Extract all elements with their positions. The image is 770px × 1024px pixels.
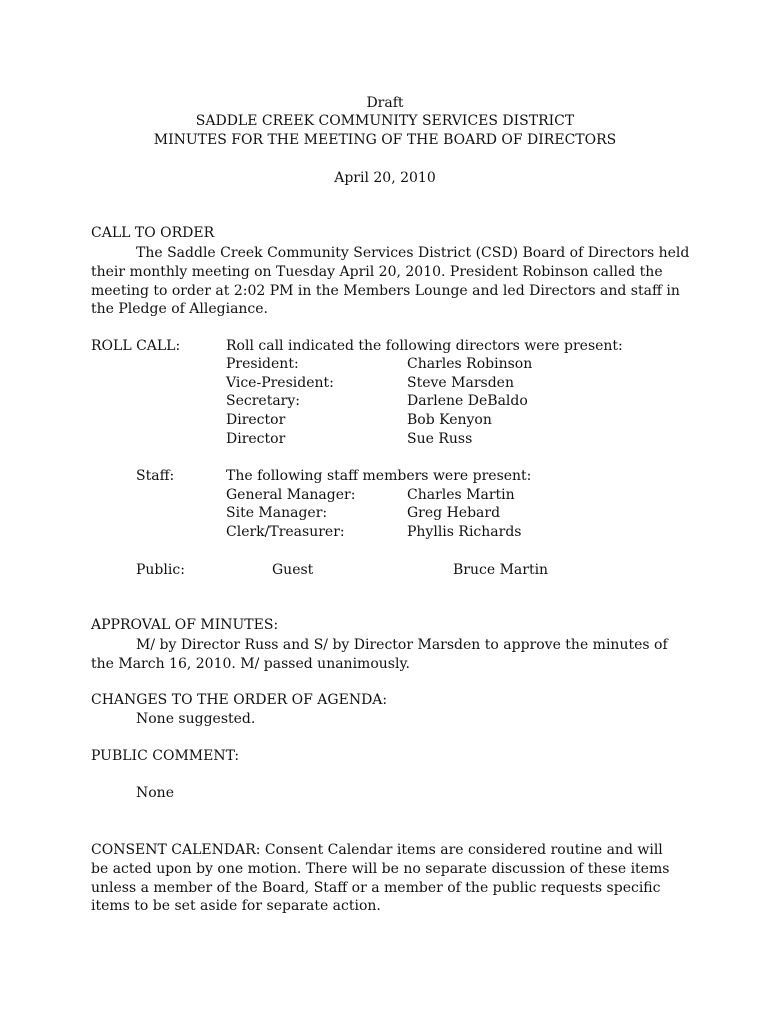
roll-call-label: ROLL CALL: — [91, 338, 181, 354]
approval-text: M/ by Director Russ and S/ by Director Marsden to approve the minutes of the March 16, 2010. M/ passed unanimously. — [91, 637, 668, 672]
director-role: Vice-President: — [226, 375, 334, 391]
agenda-changes-text: None suggested. — [136, 711, 256, 727]
meeting-date: April 20, 2010 — [334, 170, 436, 186]
public-comment-heading: PUBLIC COMMENT: — [91, 748, 240, 764]
director-name: Sue Russ — [407, 431, 473, 447]
director-name: Darlene DeBaldo — [407, 393, 528, 409]
director-role: Director — [226, 412, 286, 428]
staff-name: Charles Martin — [407, 487, 515, 503]
public-label: Public: — [136, 562, 185, 578]
public-comment-text: None — [136, 785, 174, 801]
staff-intro: The following staff members were present: — [226, 468, 532, 484]
staff-role: General Manager: — [226, 487, 356, 503]
director-role: Secretary: — [226, 393, 300, 409]
director-role: Director — [226, 431, 286, 447]
staff-name: Phyllis Richards — [407, 524, 522, 540]
public-name: Bruce Martin — [453, 562, 549, 578]
staff-label: Staff: — [136, 468, 175, 484]
staff-role: Site Manager: — [226, 505, 328, 521]
approval-heading: APPROVAL OF MINUTES: — [91, 617, 279, 633]
agenda-changes-heading: CHANGES TO THE ORDER OF AGENDA: — [91, 692, 388, 708]
staff-name: Greg Hebard — [407, 505, 501, 521]
call-to-order-heading: CALL TO ORDER — [91, 225, 215, 241]
director-name: Bob Kenyon — [407, 412, 492, 428]
director-name: Steve Marsden — [407, 375, 514, 391]
director-role: President: — [226, 356, 299, 372]
draft-label: Draft — [366, 95, 404, 111]
public-role: Guest — [272, 562, 314, 578]
staff-role: Clerk/Treasurer: — [226, 524, 345, 540]
director-name: Charles Robinson — [407, 356, 533, 372]
document-title: MINUTES FOR THE MEETING OF THE BOARD OF DIRECTORS — [153, 132, 617, 148]
call-to-order-text: The Saddle Creek Community Services District (CSD) Board of Directors held their monthly meeting on Tuesday April 20, 2010. President Robinson called the meeting to order at 2:02 PM in the Members Lounge and led Directors and staff in the Pledge of Allegiance. — [91, 245, 690, 318]
consent-calendar-text: CONSENT CALENDAR: Consent Calendar items are considered routine and will be acted upon by one motion. There will be no separate discussion of these items unless a member of the Board, Staff or a member of the public requests specific items to be set aside for separate action. — [91, 842, 670, 915]
roll-call-intro: Roll call indicated the following directors were present: — [226, 338, 623, 354]
district-name: SADDLE CREEK COMMUNITY SERVICES DISTRICT — [195, 113, 575, 129]
